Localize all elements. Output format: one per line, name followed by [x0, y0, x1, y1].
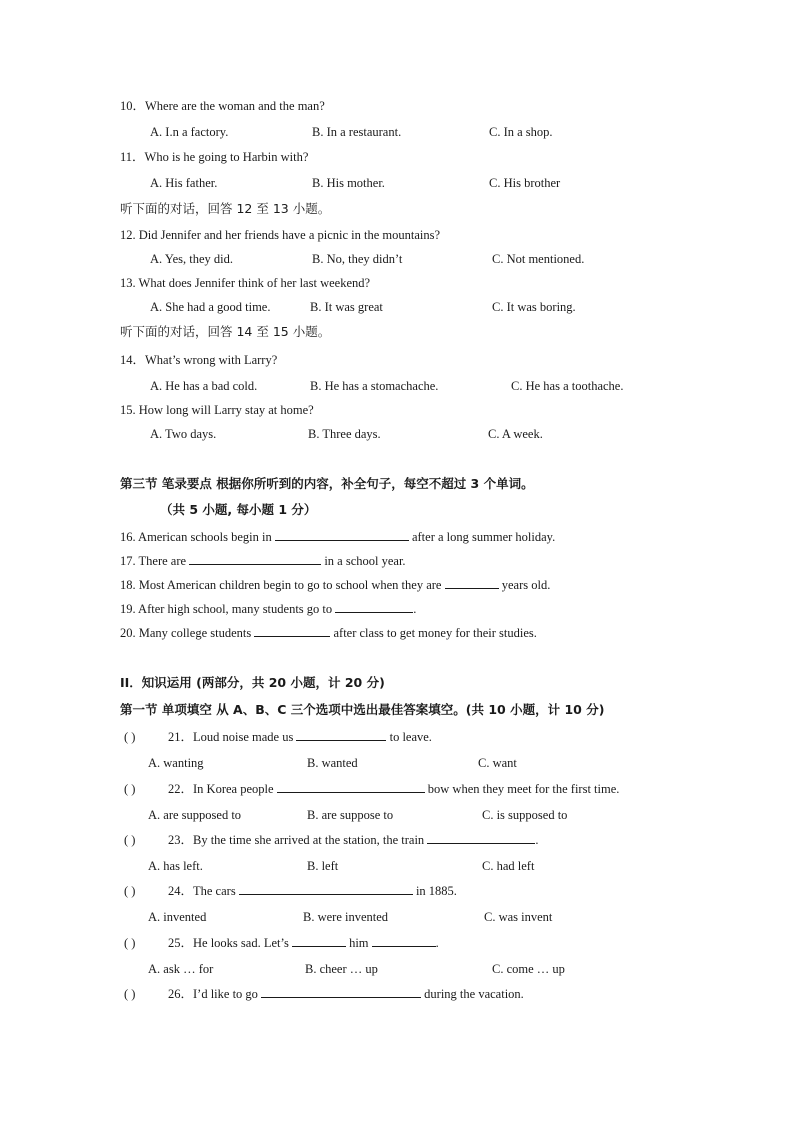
question-11: 11．Who is he going to Harbin with?: [120, 150, 309, 164]
section3-heading: 第三节 笔录要点 根据你所听到的内容，补全句子，每空不超过 3 个单词。: [120, 476, 534, 491]
question-21: [168, 729, 432, 745]
question-25: [168, 935, 439, 951]
q21-text: 21．Loud noise made us: [168, 730, 294, 744]
q12-option-b: B. No, they didn’t: [312, 252, 403, 266]
question-13: 13. What does Jennifer think of her last weekend?: [120, 276, 371, 290]
q25-option-b: B. cheer … up: [305, 962, 378, 976]
q16-text-after: after a long summer holiday.: [411, 530, 556, 544]
q16-blank[interactable]: [275, 529, 409, 541]
q10-option-a: A. I.n a factory.: [150, 125, 229, 139]
q16-text: 16. American schools begin in: [120, 530, 272, 544]
q13-option-a: A. She had a good time.: [150, 300, 271, 314]
q11-option-a: A. His father.: [150, 176, 218, 190]
instruction-12-13: 听下面的对话，回答 12 至 13 小题。: [120, 201, 331, 216]
q25-answer-paren[interactable]: ( ): [124, 936, 136, 950]
instruction-14-15: 听下面的对话，回答 14 至 15 小题。: [120, 324, 331, 339]
question-22: [168, 781, 619, 797]
q18-blank[interactable]: [445, 577, 499, 589]
part2-heading: II．知识运用 (两部分，共 20 小题，计 20 分): [120, 675, 385, 690]
q22-option-a: A. are supposed to: [148, 808, 242, 822]
q24-text: 24．The cars: [168, 884, 236, 898]
q26-text: 26．I’d like to go: [168, 987, 258, 1001]
question-23: [168, 832, 538, 848]
q12-option-c: C. Not mentioned.: [492, 252, 585, 266]
q25-blank-1: [292, 935, 346, 947]
question-10: 10．Where are the woman and the man?: [120, 99, 325, 113]
q14-option-a: A. He has a bad cold.: [150, 379, 258, 393]
q24-option-b: B. were invented: [303, 910, 389, 924]
q24-option-c: C. was invent: [484, 910, 553, 924]
q23-option-c: C. had left: [482, 859, 535, 873]
q21-answer-paren[interactable]: ( ): [124, 730, 136, 744]
q21-option-a: A. wanting: [148, 756, 204, 770]
q11-option-b: B. His mother.: [312, 176, 385, 190]
q20-text-after: after class to get money for their studies.: [333, 626, 537, 640]
q20-blank[interactable]: [254, 625, 330, 637]
q25-option-a: A. ask … for: [148, 962, 214, 976]
question-17: [120, 553, 406, 569]
q22-option-c: C. is supposed to: [482, 808, 568, 822]
q24-text-after: in 1885.: [415, 884, 457, 898]
q25-option-c: C. come … up: [492, 962, 565, 976]
section3-subheading: （共 5 小题, 每小题 1 分）: [160, 502, 317, 517]
q23-text: 23．By the time she arrived at the station, the train: [168, 833, 425, 847]
question-26: [168, 986, 524, 1002]
q22-option-b: B. are suppose to: [307, 808, 394, 822]
q19-blank[interactable]: [335, 601, 413, 613]
q14-option-c: C. He has a toothache.: [511, 379, 624, 393]
question-20: [120, 625, 537, 641]
q24-answer-paren[interactable]: ( ): [124, 884, 136, 898]
q23-text-after: .: [535, 833, 539, 847]
q21-option-c: C. want: [478, 756, 517, 770]
q26-answer-paren[interactable]: ( ): [124, 987, 136, 1001]
q10-option-b: B. In a restaurant.: [312, 125, 402, 139]
q22-blank: [277, 781, 425, 793]
q25-text-after: .: [435, 936, 439, 950]
q17-blank[interactable]: [189, 553, 321, 565]
q21-text-after: to leave.: [389, 730, 432, 744]
q23-option-a: A. has left.: [148, 859, 203, 873]
q22-answer-paren[interactable]: ( ): [124, 782, 136, 796]
q26-text-after: during the vacation.: [424, 987, 524, 1001]
q19-text-after: .: [413, 602, 417, 616]
q11-option-c: C. His brother: [489, 176, 561, 190]
question-16: [120, 529, 555, 545]
q23-option-b: B. left: [307, 859, 339, 873]
q13-option-c: C. It was boring.: [492, 300, 576, 314]
q17-text: 17. There are: [120, 554, 187, 568]
question-12: 12. Did Jennifer and her friends have a picnic in the mountains?: [120, 228, 441, 242]
part2-section1-heading: 第一节 单项填空 从 A、B、C 三个选项中选出最佳答案填空。(共 10 小题，计 10 分): [120, 702, 605, 717]
q15-option-b: B. Three days.: [308, 427, 381, 441]
question-19: [120, 601, 416, 617]
q24-blank: [239, 883, 413, 895]
q20-text: 20. Many college students: [120, 626, 252, 640]
q18-text-after: years old.: [501, 578, 551, 592]
q15-option-c: C. A week.: [488, 427, 543, 441]
q22-text: 22．In Korea people: [168, 782, 274, 796]
q21-option-b: B. wanted: [307, 756, 358, 770]
q22-text-after: bow when they meet for the first time.: [427, 782, 620, 796]
q10-option-c: C. In a shop.: [489, 125, 553, 139]
q18-text: 18. Most American children begin to go to school when they are: [120, 578, 442, 592]
question-15: 15. How long will Larry stay at home?: [120, 403, 314, 417]
q23-answer-paren[interactable]: ( ): [124, 833, 136, 847]
q19-text: 19. After high school, many students go to: [120, 602, 333, 616]
q23-blank: [427, 832, 535, 844]
q21-blank: [296, 729, 386, 741]
q25-text-mid: him: [349, 936, 369, 950]
question-14: 14．What’s wrong with Larry?: [120, 353, 278, 367]
q13-option-b: B. It was great: [310, 300, 383, 314]
question-18: [120, 577, 550, 593]
q25-text: 25．He looks sad. Let’s: [168, 936, 289, 950]
question-24: [168, 883, 457, 899]
q26-blank: [261, 986, 421, 998]
q24-option-a: A. invented: [148, 910, 207, 924]
q17-text-after: in a school year.: [324, 554, 406, 568]
q14-option-b: B. He has a stomachache.: [310, 379, 439, 393]
q25-blank-2: [372, 935, 436, 947]
q15-option-a: A. Two days.: [150, 427, 217, 441]
q12-option-a: A. Yes, they did.: [150, 252, 233, 266]
